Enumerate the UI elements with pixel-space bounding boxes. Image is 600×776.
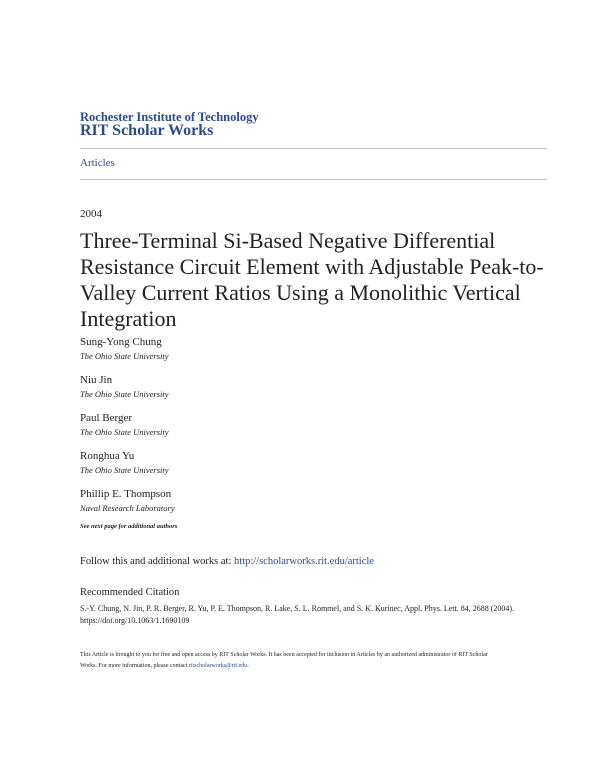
author-affiliation: The Ohio State University xyxy=(80,465,169,475)
follow-line xyxy=(80,556,374,567)
author-name: Phillip E. Thompson xyxy=(80,488,172,500)
collection-link[interactable]: Articles xyxy=(80,157,115,169)
divider-top xyxy=(80,148,547,149)
notice-suffix: . xyxy=(247,663,249,669)
contact-email-link[interactable]: ritscholarworks@rit.edu xyxy=(188,663,248,669)
author-affiliation: The Ohio State University xyxy=(80,389,169,399)
author-affiliation: Naval Research Laboratory xyxy=(80,503,175,513)
publication-year: 2004 xyxy=(80,208,102,220)
recommended-citation-heading: Recommended Citation xyxy=(80,587,180,598)
institution-name[interactable]: Rochester Institute of Technology xyxy=(80,110,259,124)
collection-url-link[interactable]: http://scholarworks.rit.edu/article xyxy=(234,556,374,567)
follow-text: Follow this and additional works at: xyxy=(80,556,234,567)
author-affiliation: The Ohio State University xyxy=(80,427,169,437)
repository-name[interactable]: RIT Scholar Works xyxy=(80,122,214,139)
additional-authors-note[interactable]: See next page for additional authors xyxy=(80,523,178,530)
notice-text: This Article is brought to you for free and open access by RIT Scholar Works. It has been accepted for inclusion in Articles by an authorized administrator of RIT Scholar Works. For more information, please contact xyxy=(80,652,488,669)
access-notice xyxy=(80,650,500,672)
citation-text: S.-Y. Chung, N. Jin, P. R. Berger, R. Yu, P. E. Thompson, R. Lake, S. L. Rommel, and S. K. Kurinec, Appl. Phys. Lett. 84, 2688 (2004). https://doi.org/10.1063/1.1690109 xyxy=(80,604,515,625)
author-name: Sung-Yong Chung xyxy=(80,336,162,348)
divider-bottom xyxy=(80,179,547,180)
author-affiliation: The Ohio State University xyxy=(80,351,169,361)
author-name: Niu Jin xyxy=(80,374,113,386)
author-name: Ronghua Yu xyxy=(80,450,135,462)
author-name: Paul Berger xyxy=(80,412,133,424)
article-title: Three-Terminal Si-Based Negative Differential Resistance Circuit Element with Adjustable Peak-to-Valley Current Ratios Using a Monolithic Vertical Integration xyxy=(80,228,544,331)
